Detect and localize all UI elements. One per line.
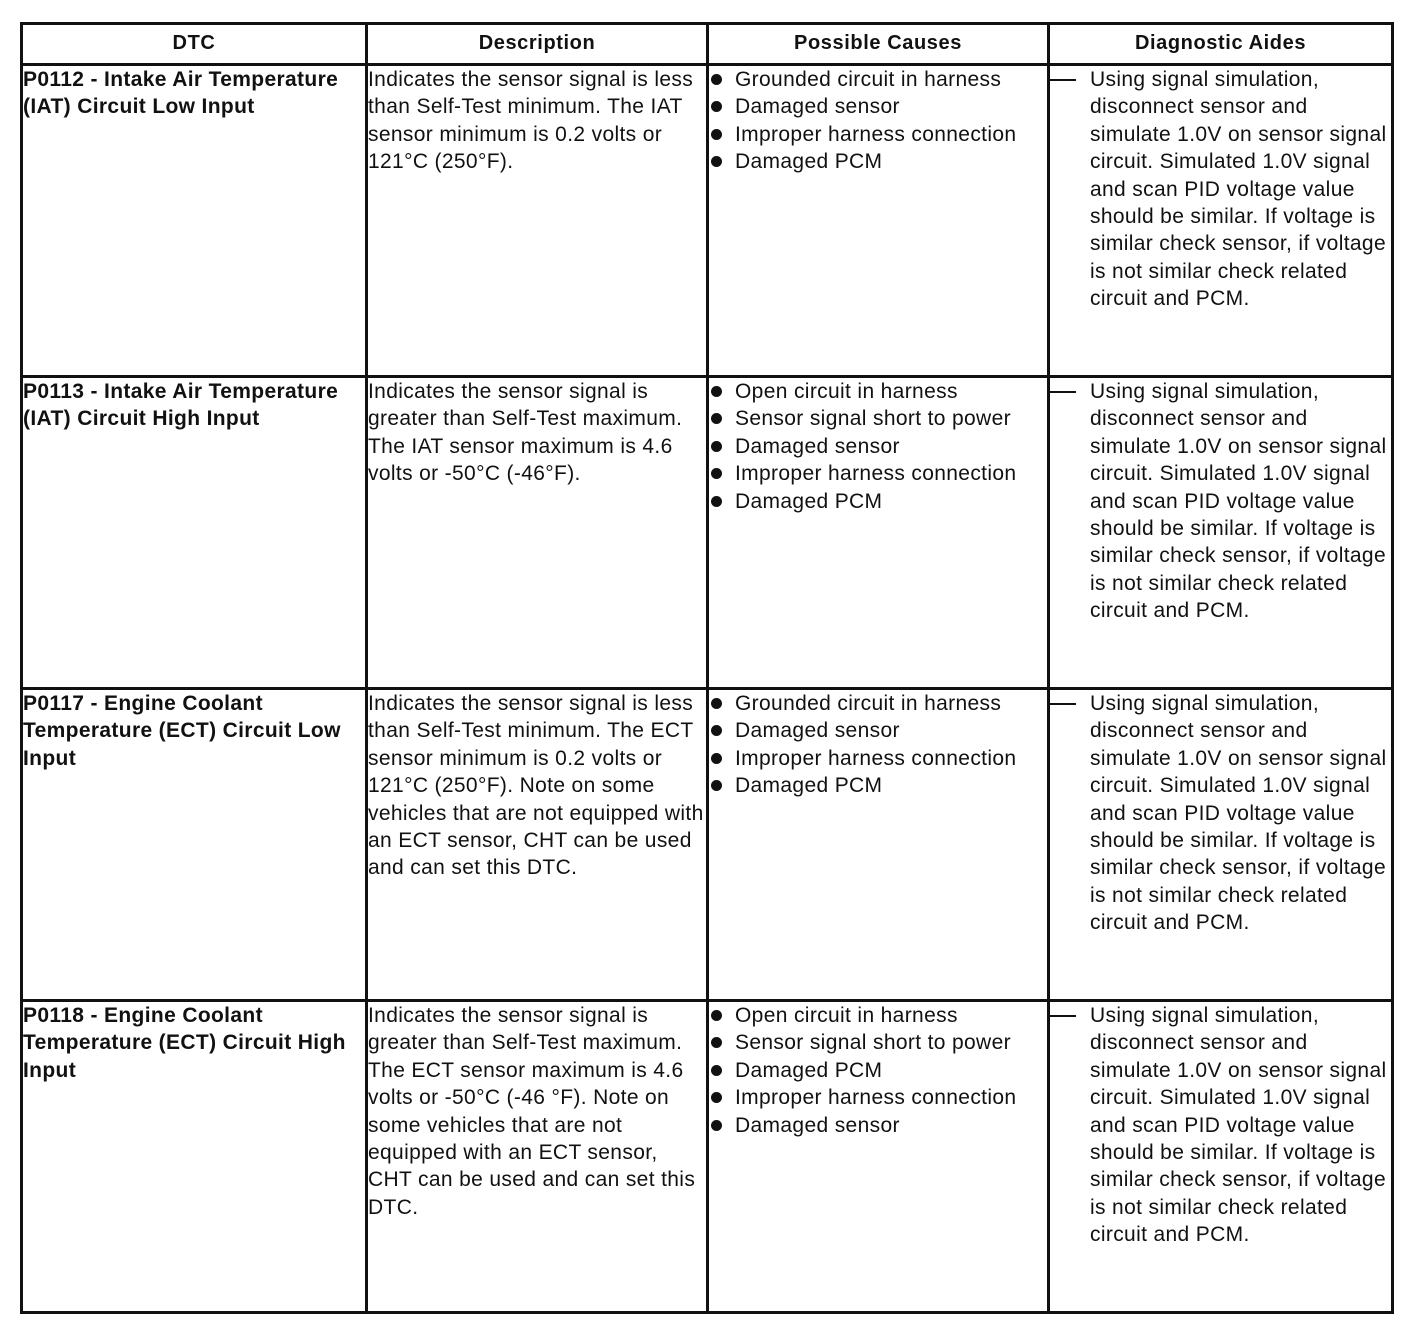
cause-text: Damaged sensor xyxy=(735,1113,900,1137)
diagnostic-aide-cell xyxy=(1049,377,1393,689)
cause-text: Damaged PCM xyxy=(735,1058,883,1082)
cause-text: Damaged sensor xyxy=(735,95,900,119)
cause-item xyxy=(709,378,1047,405)
description-text: Indicates the sensor signal is less than Self-Test minimum. The ECT sensor minimum is 0.2 volts or 121°C (250°F). Note on some vehicles that are not equipped with an ECT sensor, CHT can be used and can set this DTC. xyxy=(368,692,704,880)
diagnostic-aide-cell xyxy=(1049,65,1393,377)
aide-item xyxy=(1050,690,1391,937)
bullet-icon xyxy=(711,129,722,140)
bullet-icon xyxy=(711,780,722,791)
cause-text: Improper harness connection xyxy=(735,122,1017,146)
cause-item xyxy=(709,1029,1047,1056)
causes-cell xyxy=(708,1001,1049,1313)
bullet-icon xyxy=(711,101,722,112)
cause-text: Damaged PCM xyxy=(735,150,883,174)
cause-item xyxy=(709,1112,1047,1139)
description-cell xyxy=(367,65,708,377)
cause-text: Sensor signal short to power xyxy=(735,1031,1011,1055)
header-possible-causes: Possible Causes xyxy=(708,24,1049,65)
cause-text: Improper harness connection xyxy=(735,462,1017,486)
cause-item xyxy=(709,772,1047,799)
diagnostic-aide-cell xyxy=(1049,1001,1393,1313)
cause-text: Sensor signal short to power xyxy=(735,407,1011,431)
dtc-code: P0112 - Intake Air Temperature (IAT) Circuit Low Input xyxy=(23,68,339,119)
cause-item xyxy=(709,148,1047,175)
cause-item xyxy=(709,1084,1047,1111)
cause-item xyxy=(709,405,1047,432)
cause-item xyxy=(709,460,1047,487)
diagnostic-aide-cell xyxy=(1049,689,1393,1001)
cause-item xyxy=(709,690,1047,717)
cause-item xyxy=(709,433,1047,460)
aide-text: Using signal simulation, disconnect sensor and simulate 1.0V on sensor signal circuit. Simulated 1.0V signal and scan PID voltage value should be similar. If voltage is similar check sensor, if voltage is not similar check related circuit and PCM. xyxy=(1090,692,1387,935)
table-row xyxy=(22,1001,1393,1313)
table-row xyxy=(22,689,1393,1001)
cause-list xyxy=(709,690,1047,800)
cause-text: Improper harness connection xyxy=(735,1086,1017,1110)
causes-cell xyxy=(708,377,1049,689)
bullet-icon xyxy=(711,413,722,424)
bullet-icon xyxy=(711,725,722,736)
header-description: Description xyxy=(367,24,708,65)
aide-text: Using signal simulation, disconnect sensor and simulate 1.0V on sensor signal circuit. Simulated 1.0V signal and scan PID voltage value should be similar. If voltage is similar check sensor, if voltage is not similar check related circuit and PCM. xyxy=(1090,380,1387,623)
bullet-icon xyxy=(711,386,722,397)
cause-list xyxy=(709,66,1047,176)
description-text: Indicates the sensor signal is less than Self-Test minimum. The IAT sensor minimum is 0.2 volts or 121°C (250°F). xyxy=(368,68,694,174)
cause-text: Open circuit in harness xyxy=(735,380,958,403)
bullet-icon xyxy=(711,1065,722,1076)
bullet-icon xyxy=(711,156,722,167)
dtc-code: P0117 - Engine Coolant Temperature (ECT) Circuit Low Input xyxy=(23,692,341,770)
bullet-icon xyxy=(711,1010,722,1021)
table-row xyxy=(22,377,1393,689)
dash-icon xyxy=(1050,391,1076,393)
cause-item xyxy=(709,488,1047,515)
description-cell xyxy=(367,1001,708,1313)
description-text: Indicates the sensor signal is greater than Self-Test maximum. The IAT sensor maximum is 4.6 volts or -50°C (-46°F). xyxy=(368,380,683,486)
cause-text: Damaged PCM xyxy=(735,774,883,798)
cause-item xyxy=(709,66,1047,93)
dtc-code-cell xyxy=(22,689,367,1001)
bullet-icon xyxy=(711,441,722,452)
cause-list xyxy=(709,1002,1047,1139)
cause-text: Damaged sensor xyxy=(735,719,900,743)
header-diagnostic-aides: Diagnostic Aides xyxy=(1049,24,1393,65)
cause-text: Grounded circuit in harness xyxy=(735,692,1002,715)
dash-icon xyxy=(1050,703,1076,705)
dtc-table xyxy=(20,22,1394,1314)
cause-text: Open circuit in harness xyxy=(735,1004,958,1027)
cause-text: Damaged sensor xyxy=(735,434,900,458)
table-row xyxy=(22,65,1393,377)
bullet-icon xyxy=(711,698,722,709)
aide-text: Using signal simulation, disconnect sensor and simulate 1.0V on sensor signal circuit. Simulated 1.0V signal and scan PID voltage value should be similar. If voltage is similar check sensor, if voltage is not similar check related circuit and PCM. xyxy=(1090,1004,1387,1247)
dtc-code-cell xyxy=(22,377,367,689)
bullet-icon xyxy=(711,74,722,85)
bullet-icon xyxy=(711,1092,722,1103)
cause-list xyxy=(709,378,1047,515)
aide-text: Using signal simulation, disconnect sensor and simulate 1.0V on sensor signal circuit. Simulated 1.0V signal and scan PID voltage value should be similar. If voltage is similar check sensor, if voltage is not similar check related circuit and PCM. xyxy=(1090,68,1387,311)
dash-icon xyxy=(1050,79,1076,81)
causes-cell xyxy=(708,65,1049,377)
cause-text: Damaged PCM xyxy=(735,489,883,513)
cause-item xyxy=(709,1057,1047,1084)
dtc-code-cell xyxy=(22,65,367,377)
header-row xyxy=(22,24,1393,65)
description-text: Indicates the sensor signal is greater than Self-Test maximum. The ECT sensor maximum is 4.6 volts or -50°C (-46 °F). Note on some vehicles that are not equipped with an ECT sensor, CHT can be used and can set this DTC. xyxy=(368,1004,696,1219)
aide-item xyxy=(1050,378,1391,625)
dtc-code-cell xyxy=(22,1001,367,1313)
cause-item xyxy=(709,1002,1047,1029)
table-header xyxy=(22,24,1393,65)
description-cell xyxy=(367,377,708,689)
description-cell xyxy=(367,689,708,1001)
aide-item xyxy=(1050,66,1391,313)
cause-item xyxy=(709,745,1047,772)
bullet-icon xyxy=(711,468,722,479)
cause-text: Grounded circuit in harness xyxy=(735,68,1002,91)
causes-cell xyxy=(708,689,1049,1001)
cause-item xyxy=(709,121,1047,148)
bullet-icon xyxy=(711,496,722,507)
bullet-icon xyxy=(711,753,722,764)
dash-icon xyxy=(1050,1015,1076,1017)
cause-item xyxy=(709,93,1047,120)
table-body xyxy=(22,65,1393,1313)
bullet-icon xyxy=(711,1037,722,1048)
bullet-icon xyxy=(711,1120,722,1131)
dtc-code: P0118 - Engine Coolant Temperature (ECT) Circuit High Input xyxy=(23,1004,346,1082)
cause-text: Improper harness connection xyxy=(735,746,1017,770)
dtc-code: P0113 - Intake Air Temperature (IAT) Circuit High Input xyxy=(23,380,339,431)
aide-item xyxy=(1050,1002,1391,1249)
cause-item xyxy=(709,717,1047,744)
header-dtc: DTC xyxy=(22,24,367,65)
